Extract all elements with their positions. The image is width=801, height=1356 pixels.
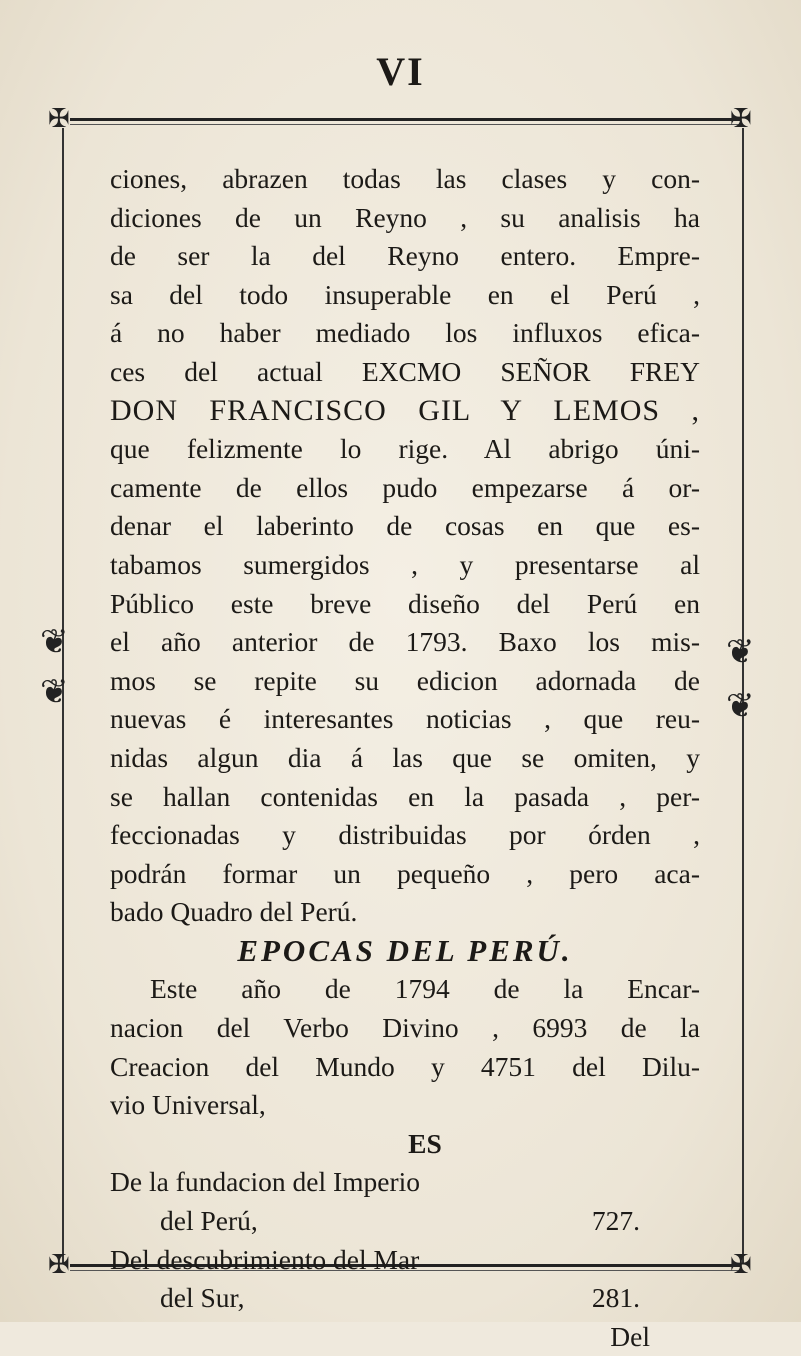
text-line: mos se repite su edicion adornada de (110, 664, 700, 696)
corner-ornament-icon: ✠ (48, 104, 70, 133)
text-line: camente de ellos pudo empezarse á or- (110, 471, 700, 503)
text-line: bado Quadro del Perú. (110, 896, 358, 928)
text-line: se hallan contenidas en la pasada , per- (110, 780, 700, 812)
entry-label: Del descubrimiento del Mar (110, 1243, 420, 1275)
side-ornament-icon: ❦ (726, 688, 755, 725)
section-heading: EPOCAS DEL PERÚ. (237, 932, 573, 968)
text-line: Público este breve diseño del Perú en (110, 587, 700, 619)
entry-value: 281. (591, 1282, 640, 1314)
page-text (110, 160, 700, 1356)
text-line: ciones, abrazen todas las clases y con- (110, 163, 700, 194)
text-line: podrán formar un pequeño , pero aca- (110, 857, 700, 889)
text-line: que felizmente lo rige. Al abrigo úni- (110, 433, 700, 465)
entry-row (110, 1279, 700, 1318)
text-line: denar el laberinto de cosas en que es- (110, 510, 700, 542)
text-line: de ser la del Reyno entero. Empre- (110, 240, 700, 272)
side-ornament-icon: ❦ (40, 674, 69, 711)
text-line: feccionadas y distribuidas por órden , (110, 819, 700, 851)
top-rule (70, 118, 740, 121)
catchword: Del (610, 1320, 650, 1352)
text-line: Creacion del Mundo y 4751 del Dilu- (110, 1050, 700, 1082)
text-line: tabamos sumergidos , y presentarse al (110, 548, 700, 580)
entry-value: 727. (591, 1205, 640, 1237)
entry-label: del Sur, (160, 1282, 245, 1314)
text-line: diciones de un Reyno , su analisis ha (110, 201, 700, 233)
text-line: nidas algun dia á las que se omiten, y (110, 741, 700, 773)
corner-ornament-icon: ✠ (48, 1250, 70, 1279)
es-label: ES (408, 1127, 442, 1159)
side-ornament-icon: ❦ (726, 634, 755, 671)
entry-label: del Perú, (160, 1205, 258, 1237)
text-line: vio Universal, (110, 1089, 266, 1121)
corner-ornament-icon: ✠ (730, 1250, 752, 1279)
corner-ornament-icon: ✠ (730, 104, 752, 133)
top-rule-thin (70, 124, 740, 125)
side-ornament-icon: ❦ (40, 624, 69, 661)
entry-row (110, 1202, 700, 1241)
text-line: á no haber mediado los influxos efica- (110, 317, 700, 349)
text-line: el año anterior de 1793. Baxo los mis- (110, 626, 700, 658)
text-line: nacion del Verbo Divino , 6993 de la (110, 1012, 700, 1044)
page-number: VI (376, 49, 425, 94)
text-line: nuevas é interesantes noticias , que reu- (110, 703, 700, 735)
entry-label: De la fundacion del Imperio (110, 1166, 421, 1198)
text-line: DON FRANCISCO GIL Y LEMOS , (110, 393, 700, 427)
text-line: Este año de 1794 de la Encar- (150, 973, 700, 1005)
text-line: ces del actual EXCMO SEÑOR FREY (110, 355, 700, 387)
text-line: sa del todo insuperable en el Perú , (110, 278, 700, 310)
